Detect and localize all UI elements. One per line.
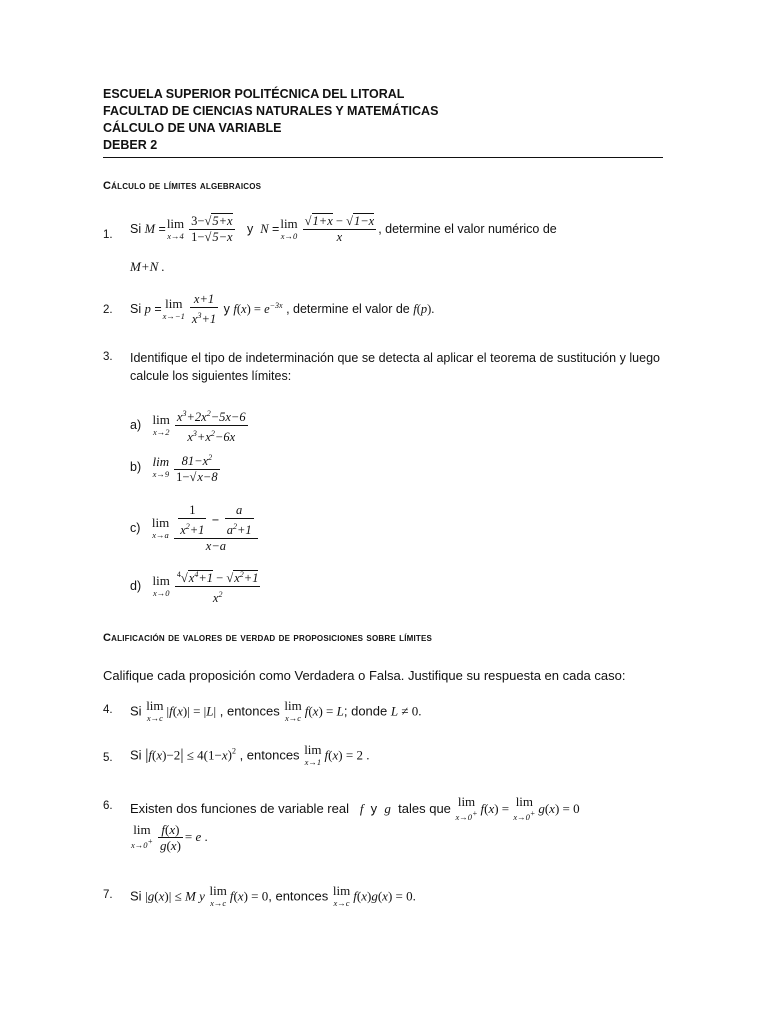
- problem-number-3: 3.: [103, 351, 113, 363]
- problem-3d: d) lim x→0 $\frac{^4√x^4+1 - √x^2+1}{x^2}$: [130, 567, 262, 606]
- proposition-7: Si |g(x)| ≤ M y lim x→c f(x) = 0, entonces lim x→c f(x)g(x) = 0.: [130, 883, 416, 908]
- problem-number-6: 6.: [103, 800, 113, 812]
- problem-3b: b) lim x→9 $\frac{81-x^2}{1-√x-8}$: [130, 450, 222, 485]
- problem-3-text: Identifique el tipo de indeterminación que se detecta al aplicar el teorema de sustitución y luego calcule los siguientes límites:: [130, 351, 660, 383]
- proposition-5: Si $|f(x)-2| \le 4(1-x)^2$ , entonces lim x→1 f(x) = 2 .: [130, 742, 370, 767]
- problem-1: Si M = lim x→4 $\frac{3-√5+x}{1-√5-x}$ y N = lim x→0 $\frac{√1+x - √1-x}{x}$ , determine el valor numérico de: [130, 214, 557, 244]
- proposition-4: Si lim x→c |f(x)| = |L| , entonces lim x→c f(x) = L; donde L ≠ 0.: [130, 698, 422, 723]
- document-header: [103, 86, 663, 154]
- problem-3c: c) lim x→a $\frac{1}{x^2+1}$ − $\frac{a}{a^2+1}$ x−a: [130, 503, 260, 554]
- proposition-6-continuation: lim x→0+ $\frac{f(x)}{g(x)}$ = e .: [131, 822, 208, 853]
- problem-number-7: 7.: [103, 889, 113, 901]
- header-line-school: ESCUELA SUPERIOR POLITÉCNICA DEL LITORAL: [103, 87, 405, 101]
- header-line-assignment: DEBER 2: [103, 138, 158, 152]
- header-line-course: CÁLCULO DE UNA VARIABLE: [103, 121, 282, 135]
- section-title-limits: Cálculo de límites algebraicos: [103, 180, 262, 192]
- problem-number-1: 1.: [103, 229, 113, 241]
- problem-3a: a) lim x→2 $\frac{x^3+2x^2-5x-6}{x^3+x^2-6x}$: [130, 406, 250, 445]
- proposition-6: Existen dos funciones de variable real f y g tales que lim x→0+ f(x) = lim x→0+ g(x) = 0: [130, 794, 580, 822]
- problem-number-2: 2.: [103, 304, 113, 316]
- section-2-instruction: Califique cada proposición como Verdadera o Falsa. Justifique su respuesta en cada caso:: [103, 668, 626, 683]
- problem-number-4: 4.: [103, 704, 113, 716]
- problem-number-5: 5.: [103, 752, 113, 764]
- header-line-faculty: FACULTAD DE CIENCIAS NATURALES Y MATEMÁTICAS: [103, 104, 439, 118]
- problem-1-continuation: M+N .: [130, 259, 165, 274]
- problem-2: Si p = lim x→−1 $\frac{x+1}{x^3+1}$ y $f(x) = e^{-3x}$ , determine el valor de f(p).: [130, 292, 435, 327]
- section-title-truth-values: Calificación de valores de verdad de proposiciones sobre límites: [103, 632, 433, 644]
- header-rule: [103, 157, 663, 158]
